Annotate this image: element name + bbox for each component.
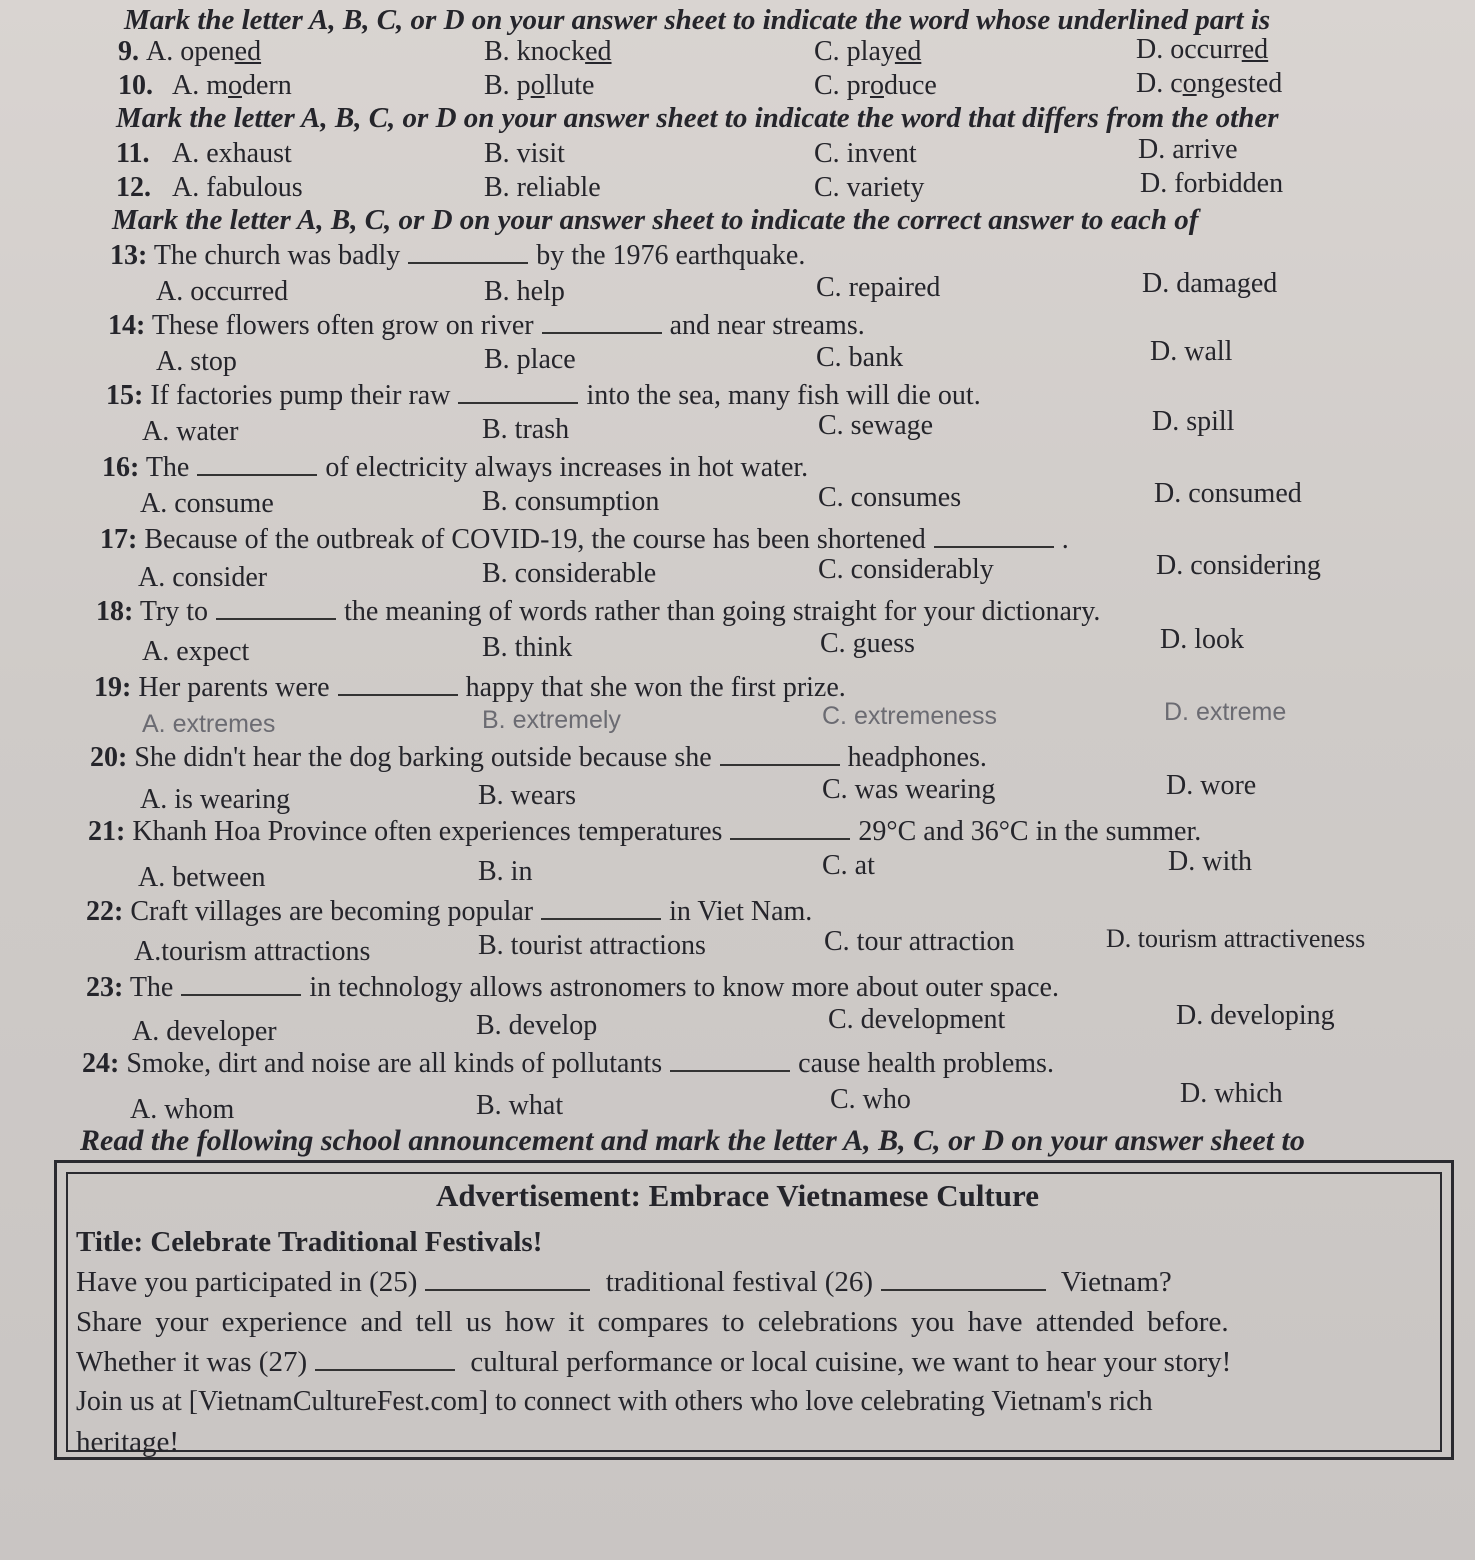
q12-option-c[interactable]: C. variety: [814, 172, 925, 203]
q10-option-b[interactable]: B. pollute: [484, 70, 595, 101]
question-24-stem: 24: Smoke, dirt and noise are all kinds of pollutants cause health problems.: [82, 1048, 1054, 1079]
q23-blank[interactable]: [181, 972, 301, 996]
q21-option-b[interactable]: B. in: [478, 856, 533, 887]
q15-option-c[interactable]: C. sewage: [818, 410, 934, 441]
advertisement-title: Title: Celebrate Traditional Festivals!: [76, 1226, 543, 1258]
q13-option-b[interactable]: B. help: [484, 276, 565, 307]
q21-option-a[interactable]: A. between: [138, 862, 266, 893]
instruction-correct-answer: Mark the letter A, B, C, or D on your answer sheet to indicate the correct answer to each of: [112, 204, 1199, 236]
q24-blank[interactable]: [670, 1048, 790, 1072]
blank-26-label: (26): [824, 1266, 874, 1298]
question-23-stem: 23: The in technology allows astronomers to know more about outer space.: [86, 972, 1059, 1003]
q12-option-a[interactable]: A. fabulous: [172, 172, 303, 203]
q19-option-a[interactable]: A. extremes: [142, 710, 276, 738]
q10-option-a[interactable]: A. modern: [172, 70, 292, 101]
q18-option-b[interactable]: B. think: [482, 632, 573, 663]
q18-option-d[interactable]: D. look: [1160, 624, 1244, 655]
q16-blank[interactable]: [197, 452, 317, 476]
q19-option-b[interactable]: B. extremely: [482, 706, 621, 734]
blank-26[interactable]: [881, 1267, 1046, 1291]
blank-27-label: (27): [258, 1346, 308, 1378]
question-22-stem: 22: Craft villages are becoming popular in Viet Nam.: [86, 896, 813, 927]
advertisement-line-5: heritage!: [76, 1426, 180, 1458]
q15-option-b[interactable]: B. trash: [482, 414, 570, 445]
question-16-stem: 16: The of electricity always increases in hot water.: [102, 452, 809, 483]
blank-27[interactable]: [315, 1347, 455, 1371]
q18-blank[interactable]: [216, 596, 336, 620]
advertisement-line-4: Join us at [VietnamCultureFest.com] to connect with others who love celebrating Vietnam's rich: [76, 1386, 1153, 1417]
q19-option-c[interactable]: C. extremeness: [822, 702, 998, 730]
q14-option-b[interactable]: B. place: [484, 344, 576, 375]
q13-option-a[interactable]: A. occurred: [156, 276, 289, 307]
q10-option-d[interactable]: D. congested: [1136, 68, 1283, 99]
blank-25-label: (25): [369, 1266, 418, 1298]
q14-option-c[interactable]: C. bank: [816, 342, 904, 373]
advertisement-line-2: Share your experience and tell us how it compares to celebrations you have attended before.: [76, 1306, 1229, 1338]
q16-option-a[interactable]: A. consume: [140, 488, 274, 519]
instruction-reading: Read the following school announcement and mark the letter A, B, C, or D on your answer sheet to: [80, 1124, 1305, 1157]
q21-option-c[interactable]: C. at: [822, 850, 875, 881]
q9-option-a[interactable]: A. opened: [146, 36, 262, 67]
q11-option-a[interactable]: A. exhaust: [172, 138, 292, 169]
advertisement-line-3: Whether it was (27) cultural performance or local cuisine, we want to hear your story!: [76, 1346, 1232, 1378]
q12-option-d[interactable]: D. forbidden: [1140, 168, 1284, 199]
question-20-stem: 20: She didn't hear the dog barking outside because she headphones.: [90, 742, 987, 773]
q19-option-d[interactable]: D. extreme: [1164, 698, 1287, 726]
q18-option-a[interactable]: A. expect: [142, 636, 250, 667]
q22-option-b[interactable]: B. tourist attractions: [478, 930, 706, 961]
question-12-number: 12.: [116, 172, 151, 203]
question-19-stem: 19: Her parents were happy that she won the first prize.: [94, 672, 846, 703]
q24-option-a[interactable]: A. whom: [130, 1094, 235, 1125]
q14-option-a[interactable]: A. stop: [156, 346, 237, 377]
q15-option-d[interactable]: D. spill: [1152, 406, 1235, 437]
q23-option-a[interactable]: A. developer: [132, 1016, 277, 1047]
q9-option-c[interactable]: C. played: [814, 36, 922, 67]
q10-option-c[interactable]: C. produce: [814, 70, 937, 101]
q24-option-b[interactable]: B. what: [476, 1090, 564, 1121]
q16-option-d[interactable]: D. consumed: [1154, 478, 1302, 509]
q20-option-b[interactable]: B. wears: [478, 780, 576, 811]
q17-option-c[interactable]: C. considerably: [818, 554, 994, 585]
question-13-stem: 13: The church was badly by the 1976 earthquake.: [110, 240, 806, 271]
advertisement-heading: Advertisement: Embrace Vietnamese Culture: [436, 1178, 1039, 1213]
question-10-number: 10.: [118, 70, 153, 101]
question-11-number: 11.: [116, 138, 150, 169]
question-15-stem: 15: If factories pump their raw into the sea, many fish will die out.: [106, 380, 981, 411]
q16-option-b[interactable]: B. consumption: [482, 486, 660, 517]
q20-option-d[interactable]: D. wore: [1166, 770, 1257, 801]
q20-option-a[interactable]: A. is wearing: [140, 784, 291, 815]
q20-blank[interactable]: [720, 742, 840, 766]
q13-option-c[interactable]: C. repaired: [816, 272, 941, 303]
q14-blank[interactable]: [542, 310, 662, 334]
q22-blank[interactable]: [541, 896, 661, 920]
q12-option-b[interactable]: B. reliable: [484, 172, 601, 203]
q22-option-c[interactable]: C. tour attraction: [824, 926, 1015, 957]
q9-option-b[interactable]: B. knocked: [484, 36, 612, 67]
q9-option-d[interactable]: D. occurred: [1136, 34, 1269, 65]
q17-blank[interactable]: [934, 524, 1054, 548]
q23-option-d[interactable]: D. developing: [1176, 1000, 1335, 1031]
q22-option-d[interactable]: D. tourism attractiveness: [1106, 924, 1366, 953]
q23-option-b[interactable]: B. develop: [476, 1010, 598, 1041]
q24-option-c[interactable]: C. who: [830, 1084, 911, 1115]
q11-option-c[interactable]: C. invent: [814, 138, 917, 169]
q13-option-d[interactable]: D. damaged: [1142, 268, 1278, 299]
q17-option-b[interactable]: B. considerable: [482, 558, 657, 589]
instruction-pronunciation: Mark the letter A, B, C, or D on your answer sheet to indicate the word whose underlined part is: [124, 4, 1271, 36]
question-18-stem: 18: Try to the meaning of words rather than going straight for your dictionary.: [96, 596, 1101, 627]
q21-option-d[interactable]: D. with: [1168, 846, 1252, 877]
q11-option-b[interactable]: B. visit: [484, 138, 565, 169]
q17-option-d[interactable]: D. considering: [1156, 550, 1321, 581]
q21-blank[interactable]: [730, 816, 850, 840]
q19-blank[interactable]: [338, 672, 458, 696]
q11-option-d[interactable]: D. arrive: [1138, 134, 1238, 165]
q14-option-d[interactable]: D. wall: [1150, 336, 1233, 367]
q15-option-a[interactable]: A. water: [142, 416, 239, 447]
question-21-stem: 21: Khanh Hoa Province often experiences temperatures 29°C and 36°C in the summer.: [88, 816, 1202, 847]
q13-blank[interactable]: [408, 240, 528, 264]
question-9-number: 9.: [118, 36, 139, 67]
q18-option-c[interactable]: C. guess: [820, 628, 915, 659]
question-17-stem: 17: Because of the outbreak of COVID-19, the course has been shortened .: [100, 524, 1069, 555]
question-14-stem: 14: These flowers often grow on river and near streams.: [108, 310, 865, 341]
q20-option-c[interactable]: C. was wearing: [822, 774, 996, 805]
q24-option-d[interactable]: D. which: [1180, 1078, 1283, 1109]
blank-25[interactable]: [425, 1267, 590, 1291]
advertisement-line-1: Have you participated in (25) traditional festival (26) Vietnam?: [76, 1266, 1172, 1298]
q23-option-c[interactable]: C. development: [828, 1004, 1006, 1035]
q17-option-a[interactable]: A. consider: [138, 562, 268, 593]
instruction-stress: Mark the letter A, B, C, or D on your answer sheet to indicate the word that differs from the other: [116, 102, 1279, 134]
q16-option-c[interactable]: C. consumes: [818, 482, 962, 513]
q15-blank[interactable]: [458, 380, 578, 404]
q22-option-a[interactable]: A.tourism attractions: [134, 936, 371, 967]
